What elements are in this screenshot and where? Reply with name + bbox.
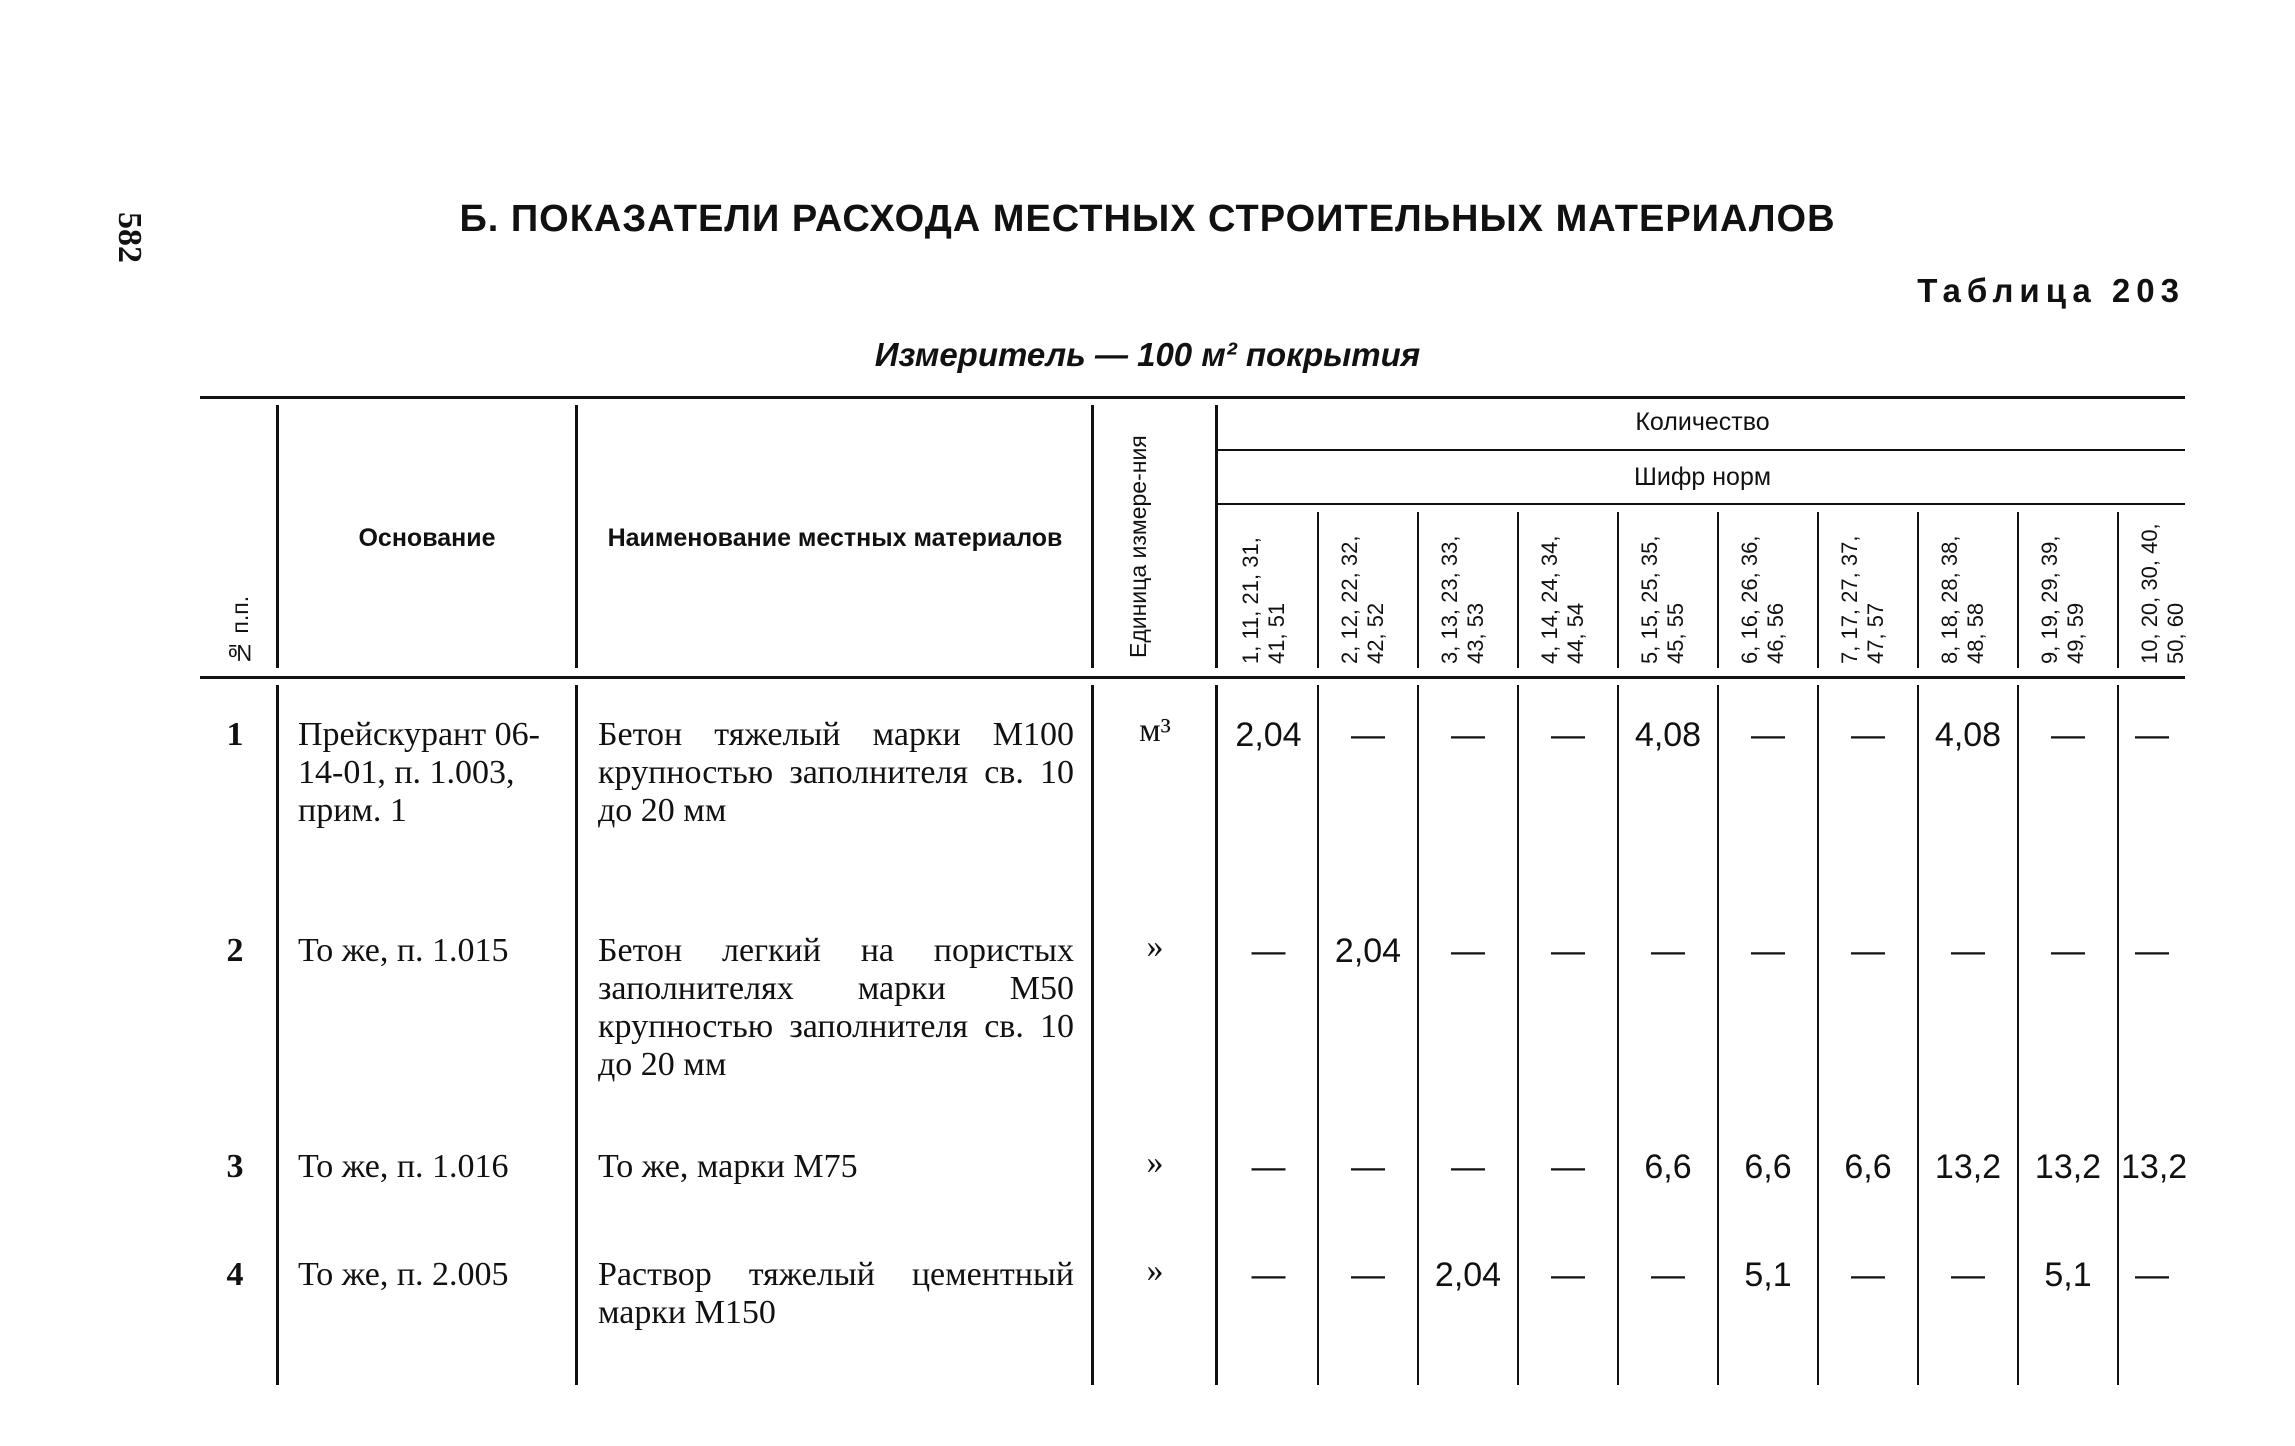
row-value: —	[1451, 1148, 1485, 1186]
code-col-rule	[2117, 512, 2119, 668]
row-basis: То же, п. 1.015	[298, 932, 509, 969]
row-unit: »	[1146, 1144, 1164, 1181]
row-value: 6,6	[1844, 1148, 1892, 1186]
code-col-rule	[1617, 685, 1619, 1385]
row-value: —	[1751, 932, 1785, 970]
col-rule	[1215, 405, 1218, 668]
code-col-rule	[2117, 685, 2119, 1385]
row-value: 4,08	[1634, 716, 1702, 754]
header-code-2: 2, 12, 22, 32, 42, 52	[1337, 535, 1388, 664]
table-label: Таблица 203	[1917, 272, 2185, 309]
row-basis: То же, п. 2.005	[298, 1256, 509, 1293]
row-value: 5,1	[2044, 1256, 2092, 1294]
row-basis: Прейскурант 06-14-01, п. 1.003, прим. 1	[298, 716, 540, 829]
header-code-8: 8, 18, 28, 38, 48, 58	[1937, 535, 1988, 664]
row-value: —	[1851, 716, 1885, 754]
row-value: —	[1351, 1256, 1385, 1294]
row-value: —	[1651, 932, 1685, 970]
code-col-rule	[1617, 512, 1619, 668]
header-code-3: 3, 13, 23, 33, 43, 53	[1437, 535, 1488, 664]
header-unit: Единица измере-ния	[1125, 435, 1151, 658]
row-value: —	[1951, 932, 1985, 970]
code-col-rule	[1317, 685, 1319, 1385]
section-title: Б. ПОКАЗАТЕЛИ РАСХОДА МЕСТНЫХ СТРОИТЕЛЬНЫХ МАТЕРИАЛОВ	[459, 198, 1836, 240]
col-rule	[1091, 405, 1094, 668]
row-value: 6,6	[1744, 1148, 1792, 1186]
row-value: —	[2135, 932, 2169, 970]
row-value: 13,2	[2121, 1148, 2188, 1186]
row-material: То же, марки М75	[598, 1148, 858, 1185]
row-material: Раствор тяжелый цементный марки М150	[598, 1256, 1074, 1331]
header-code-7: 7, 17, 27, 37, 47, 57	[1837, 535, 1888, 664]
header-code-1: 1, 11, 21, 31, 41, 51	[1238, 537, 1289, 664]
quantity-rule	[1218, 449, 2185, 451]
row-value: 13,2	[1934, 1148, 2002, 1186]
page-number: 582	[111, 212, 148, 263]
col-rule	[1091, 685, 1094, 1385]
codes-rule	[1218, 503, 2185, 505]
header-number: № п.п.	[227, 595, 253, 666]
row-value: 4,08	[1934, 716, 2002, 754]
row-value: —	[1751, 716, 1785, 754]
code-col-rule	[1517, 512, 1519, 668]
row-value: —	[1451, 716, 1485, 754]
row-value: —	[1851, 1256, 1885, 1294]
code-col-rule	[1817, 512, 1819, 668]
header-code-10: 10, 20, 30, 40, 50, 60	[2137, 523, 2188, 664]
table-top-rule	[200, 396, 2185, 399]
row-value: —	[1551, 1148, 1585, 1186]
code-col-rule	[1917, 512, 1919, 668]
header-code-9: 9, 19, 29, 39, 49, 59	[2037, 535, 2088, 664]
row-value: —	[1451, 932, 1485, 970]
row-value: 13,2	[2034, 1148, 2102, 1186]
row-unit: м³	[1139, 712, 1171, 749]
row-value: —	[1851, 932, 1885, 970]
row-unit: »	[1146, 928, 1164, 965]
row-value: —	[2135, 1256, 2169, 1294]
row-value: —	[1551, 1256, 1585, 1294]
table-measurer: Измеритель — 100 м² покрытия	[874, 336, 1421, 373]
header-basis: Основание	[358, 524, 496, 552]
row-value: —	[1951, 1256, 1985, 1294]
code-col-rule	[1417, 685, 1419, 1385]
row-material: Бетон тяжелый марки М100 крупностью заполнителя св. 10 до 20 мм	[598, 716, 1074, 829]
row-value: —	[1351, 1148, 1385, 1186]
row-number: 2	[226, 932, 244, 969]
code-col-rule	[2017, 512, 2019, 668]
row-value: —	[1551, 932, 1585, 970]
row-material: Бетон легкий на пористых заполнителях марки М50 крупностью заполнителя св. 10 до 20 мм	[598, 932, 1074, 1083]
row-value: 2,04	[1235, 716, 1302, 754]
row-value: 5,1	[1744, 1256, 1792, 1294]
col-rule	[575, 685, 578, 1385]
header-code-5: 5, 15, 25, 35, 45, 55	[1637, 535, 1688, 664]
code-col-rule	[1717, 685, 1719, 1385]
code-col-rule	[1517, 685, 1519, 1385]
row-value: 2,04	[1434, 1256, 1502, 1294]
row-value: —	[1251, 1148, 1286, 1186]
header-quantity: Количество	[1635, 408, 1770, 436]
header-code-norms: Шифр норм	[1633, 463, 1772, 491]
header-material: Наименование местных материалов	[607, 524, 1063, 552]
code-col-rule	[1717, 512, 1719, 668]
code-col-rule	[1917, 685, 1919, 1385]
row-basis: То же, п. 1.016	[298, 1148, 509, 1185]
code-col-rule	[2017, 685, 2019, 1385]
row-value: 2,04	[1334, 932, 1402, 970]
header-code-6: 6, 16, 26, 36, 46, 56	[1737, 535, 1788, 664]
row-value: —	[1351, 716, 1385, 754]
row-value: —	[1251, 932, 1286, 970]
row-number: 1	[226, 716, 244, 753]
row-value: —	[2135, 716, 2169, 754]
col-rule	[276, 405, 279, 668]
code-col-rule	[1817, 685, 1819, 1385]
header-code-4: 4, 14, 24, 34, 44, 54	[1537, 535, 1588, 664]
code-col-rule	[1317, 512, 1319, 668]
row-value: —	[1551, 716, 1585, 754]
col-rule	[575, 405, 578, 668]
code-col-rule	[1417, 512, 1419, 668]
row-unit: »	[1146, 1252, 1164, 1289]
row-number: 3	[226, 1148, 244, 1185]
col-rule	[1215, 685, 1218, 1385]
row-value: 6,6	[1644, 1148, 1692, 1186]
row-number: 4	[226, 1256, 244, 1293]
col-rule	[276, 685, 279, 1385]
row-value: —	[1651, 1256, 1685, 1294]
row-value: —	[2051, 932, 2085, 970]
row-value: —	[1251, 1256, 1286, 1294]
row-value: —	[2051, 716, 2085, 754]
header-bottom-rule	[200, 676, 2185, 679]
